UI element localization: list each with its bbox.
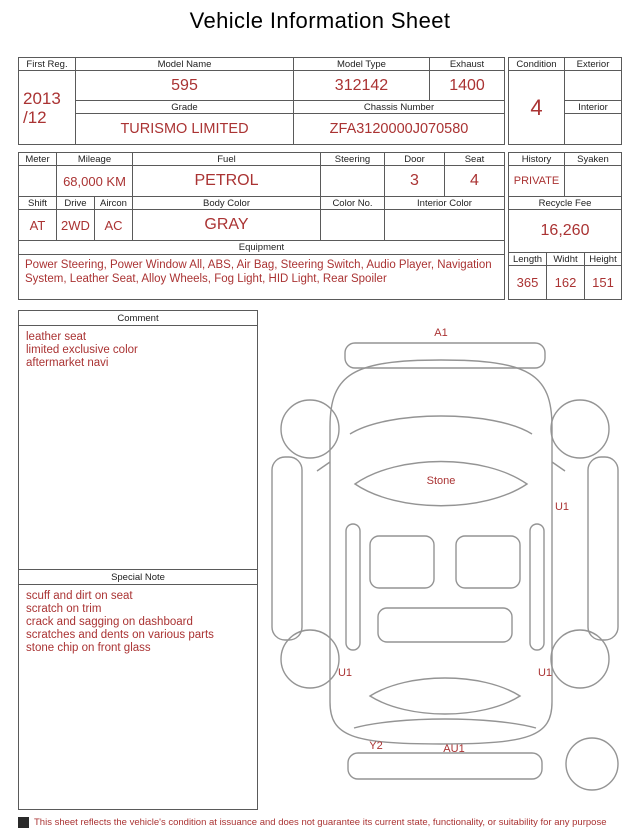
syaken-label: Syaken xyxy=(565,153,621,166)
recycle-fee-label-row xyxy=(509,197,621,210)
trunk-line xyxy=(354,719,536,728)
history-values-row xyxy=(509,166,621,197)
syaken-value xyxy=(565,166,621,197)
exterior-label: Exterior xyxy=(565,58,621,71)
special-note-header: Special Note xyxy=(19,569,257,585)
model-name-value: 595 xyxy=(76,71,294,101)
left-side-panel xyxy=(272,457,302,640)
recycle-fee-value-row xyxy=(509,210,621,253)
recycle-fee-value: 16,260 xyxy=(509,210,621,253)
car-body-outline xyxy=(330,360,552,744)
equipment-label: Equipment xyxy=(19,241,504,255)
mark-rear-bumper-au1: AU1 xyxy=(443,743,465,755)
mark-front-a1: A1 xyxy=(434,327,448,339)
width-value: 162 xyxy=(547,266,585,299)
steering-label: Steering xyxy=(321,153,385,166)
wheel-front-right xyxy=(551,400,609,458)
rear-bench xyxy=(378,608,512,642)
dimensions-labels-row xyxy=(509,253,621,266)
history-table xyxy=(508,152,622,300)
model-type-label: Model Type xyxy=(294,58,430,71)
length-label: Length xyxy=(509,253,547,266)
condition-table xyxy=(508,57,622,145)
color-no-label: Color No. xyxy=(321,197,385,210)
page-title: Vehicle Information Sheet xyxy=(189,8,451,33)
mileage-value: 68,000 KM xyxy=(57,166,133,197)
special-note-line: scratches and dents on various parts xyxy=(26,629,214,641)
first-reg-month: /12 xyxy=(23,107,47,127)
hood-line xyxy=(350,416,532,434)
spec-values-row-1 xyxy=(19,166,504,197)
color-no-value xyxy=(321,210,385,241)
rear-window-shape xyxy=(370,678,520,714)
drive-value: 2WD xyxy=(57,210,95,241)
length-value: 365 xyxy=(509,266,547,299)
mileage-label: Mileage xyxy=(57,153,133,166)
shift-label: Shift xyxy=(19,197,57,210)
special-note-body xyxy=(19,585,257,809)
meter-value xyxy=(19,166,57,197)
comment-line: limited exclusive color xyxy=(26,344,138,356)
recycle-fee-label: Recycle Fee xyxy=(509,197,621,210)
body-color-value: GRAY xyxy=(133,210,321,241)
door-label: Door xyxy=(385,153,445,166)
car-diagram xyxy=(258,312,632,812)
exhaust-value: 1400 xyxy=(430,71,504,101)
mirror-left-icon xyxy=(317,462,330,471)
equipment-text-row xyxy=(19,255,504,299)
chassis-number-label: Chassis Number xyxy=(294,101,504,114)
right-sill xyxy=(530,524,544,650)
interior-value xyxy=(565,114,621,144)
exterior-value xyxy=(565,71,621,101)
equipment-value: Power Steering, Power Window All, ABS, Air Bag, Steering Switch, Audio Player, Navigation System, Leather Seat, Alloy Wheels, Fog Light, HID Light, Rear Spoiler xyxy=(25,259,492,285)
interior-color-value xyxy=(385,210,504,241)
rear-bumper-shape xyxy=(348,753,542,779)
body-color-label: Body Color xyxy=(133,197,321,210)
equipment-header-row xyxy=(19,241,504,255)
width-label: Widht xyxy=(547,253,585,266)
left-sill xyxy=(346,524,360,650)
registration-table xyxy=(18,57,505,145)
grade-label: Grade xyxy=(76,101,294,114)
footer-mark-icon xyxy=(18,817,29,828)
seat-value: 4 xyxy=(445,166,504,197)
meter-label: Meter xyxy=(19,153,57,166)
height-value: 151 xyxy=(592,275,614,290)
spec-values-row-2 xyxy=(19,210,504,241)
comment-body xyxy=(19,326,257,569)
special-note-line: scuff and dirt on seat xyxy=(26,590,133,602)
comment-panel xyxy=(18,310,258,810)
steering-value xyxy=(321,166,385,197)
seat-right xyxy=(456,536,520,588)
grade-value: TURISMO LIMITED xyxy=(76,114,294,144)
seat-label: Seat xyxy=(445,153,504,166)
right-side-panel xyxy=(588,457,618,640)
aircon-label: Aircon xyxy=(95,197,133,210)
first-reg-label: First Reg. xyxy=(19,58,76,71)
mark-windshield-stone: Stone xyxy=(426,475,456,487)
history-value: PRIVATE xyxy=(509,166,565,197)
mark-rear-right-u1: U1 xyxy=(537,667,553,679)
first-reg-year: 2013 xyxy=(23,88,61,108)
special-note-line: crack and sagging on dashboard xyxy=(26,616,193,628)
drive-label: Drive xyxy=(57,197,95,210)
comment-line: leather seat xyxy=(26,331,87,343)
spec-labels-row-2 xyxy=(19,197,504,210)
first-reg-value xyxy=(19,71,76,144)
comment-line: aftermarket navi xyxy=(26,357,109,369)
condition-value: 4 xyxy=(509,71,565,144)
special-note-line: scratch on trim xyxy=(26,603,102,615)
mark-rear-y2: Y2 xyxy=(369,740,383,752)
mirror-right-icon xyxy=(552,462,565,471)
model-name-label: Model Name xyxy=(76,58,294,71)
special-note-line: stone chip on front glass xyxy=(26,642,151,654)
front-bumper-shape xyxy=(345,343,545,368)
disclaimer-text: This sheet reflects the vehicle's condition at issuance and does not guarantee its current state, functionality, or suitability for any purpose xyxy=(34,817,607,828)
fuel-label: Fuel xyxy=(133,153,321,166)
mark-rear-left-u1: U1 xyxy=(337,667,353,679)
chassis-number-value: ZFA3120000J070580 xyxy=(329,121,469,137)
model-type-value: 312142 xyxy=(294,71,430,101)
history-label: History xyxy=(509,153,565,166)
footer xyxy=(18,817,626,828)
spec-table xyxy=(18,152,505,300)
shift-value: AT xyxy=(19,210,57,241)
aircon-value: AC xyxy=(95,210,133,241)
interior-label: Interior xyxy=(565,101,621,114)
condition-label: Condition xyxy=(509,58,565,71)
spare-wheel xyxy=(566,738,618,790)
dimensions-values-row xyxy=(509,266,621,299)
wheel-rear-right xyxy=(551,630,609,688)
height-label: Height xyxy=(585,253,621,266)
fuel-value: PETROL xyxy=(133,166,321,197)
mark-right-side-u1: U1 xyxy=(554,501,570,513)
comment-header: Comment xyxy=(19,311,257,326)
spec-labels-row-1 xyxy=(19,153,504,166)
interior-color-label: Interior Color xyxy=(385,197,504,210)
seat-left xyxy=(370,536,434,588)
exhaust-label: Exhaust xyxy=(430,58,504,71)
history-labels-row xyxy=(509,153,621,166)
door-value: 3 xyxy=(385,166,445,197)
